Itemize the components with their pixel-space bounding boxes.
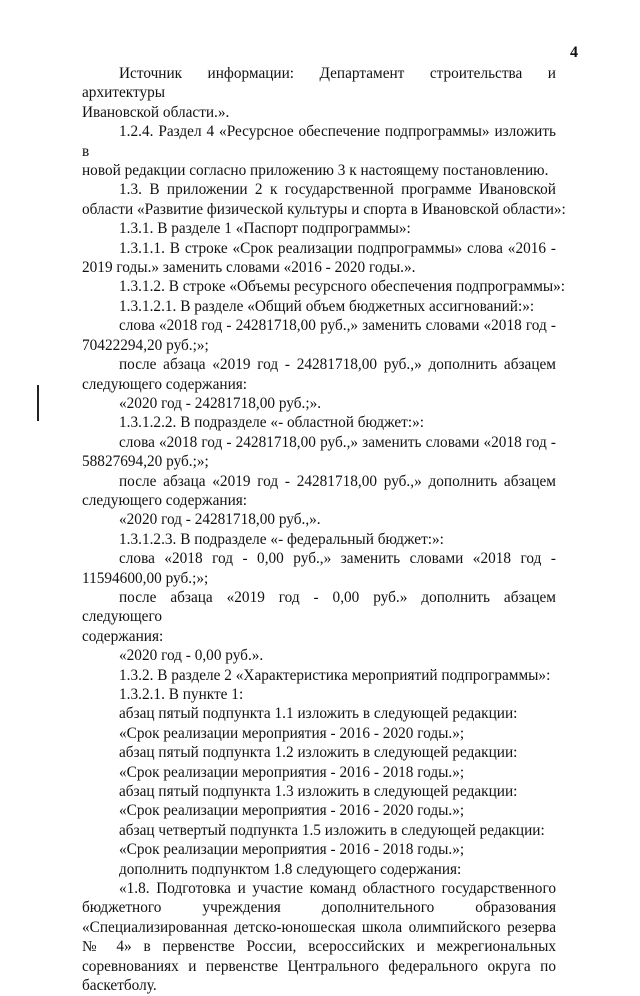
text-line: 1.3.1. В разделе 1 «Паспорт подпрограммы»: (119, 220, 411, 238)
text-line: слова «2018 год - 24281718,00 руб.,» заменить словами «2018 год - (119, 317, 556, 335)
page-number: 4 (570, 44, 578, 61)
text-line: Ивановской области.». (82, 103, 230, 121)
text-line: 1.3. В приложении 2 к государственной программе Ивановской (119, 181, 556, 199)
text-line: 11594600,00 руб.;»; (82, 569, 209, 587)
text-line: «2020 год - 24281718,00 руб.,». (119, 511, 321, 529)
text-line: следующего содержания: (82, 491, 248, 509)
text-line: «Срок реализации мероприятия - 2016 - 2018 годы.»; (119, 763, 465, 781)
text-line: баскетболу. (82, 977, 157, 995)
document-body (82, 64, 566, 996)
text-line: «1.8. Подготовка и участие команд областного государственного (119, 880, 556, 898)
text-line: 1.3.1.2.2. В подразделе «- областной бюджет:»: (119, 414, 424, 432)
text-line: после абзаца «2019 год - 24281718,00 руб.,» дополнить абзацем (119, 356, 556, 374)
text-line: после абзаца «2019 год - 0,00 руб.» дополнить абзацем следующего (82, 588, 556, 626)
text-line: дополнить подпунктом 1.8 следующего содержания: (119, 860, 462, 878)
text-line: соревнованиях и первенстве Центрального федерального округа по (82, 957, 556, 975)
text-line: «2020 год - 0,00 руб.». (119, 647, 264, 665)
text-line: 1.3.1.2.1. В разделе «Общий объем бюджетных ассигнований:»: (119, 297, 535, 315)
text-line: 1.3.1.2.3. В подразделе «- федеральный бюджет:»: (119, 530, 444, 548)
text-line: абзац пятый подпункта 1.3 изложить в следующей редакции: (119, 783, 518, 801)
text-line: «Срок реализации мероприятия - 2016 - 2018 годы.»; (119, 841, 465, 859)
text-line: бюджетного учреждения дополнительного образования (82, 899, 556, 917)
text-line: «Срок реализации мероприятия - 2016 - 2020 годы.»; (119, 724, 465, 742)
text-line: 58827694,20 руб.;»; (82, 453, 209, 471)
text-line: 2019 годы.» заменить словами «2016 - 2020 годы.». (82, 259, 416, 277)
text-line: новой редакции согласно приложению 3 к настоящему постановлению. (82, 162, 549, 180)
text-line: 1.3.2. В разделе 2 «Характеристика мероприятий подпрограммы»: (119, 666, 551, 684)
text-line: 1.3.1.1. В строке «Срок реализации подпрограммы» слова «2016 - (119, 239, 556, 257)
text-line: области «Развитие физической культуры и спорта в Ивановской области»: (82, 200, 566, 218)
text-line: абзац четвертый подпункта 1.5 изложить в следующей редакции: (119, 821, 545, 839)
text-line: «2020 год - 24281718,00 руб.;». (119, 394, 322, 412)
text-line: № 4» в первенстве России, всероссийских и межрегиональных (82, 938, 556, 956)
text-line: абзац пятый подпункта 1.1 изложить в следующей редакции: (119, 705, 518, 723)
text-line: «Срок реализации мероприятия - 2016 - 2020 годы.»; (119, 802, 465, 820)
text-line: слова «2018 год - 0,00 руб.,» заменить словами «2018 год - (119, 550, 556, 568)
text-line: 1.3.2.1. В пункте 1: (119, 686, 244, 703)
text-line: следующего содержания: (82, 375, 248, 393)
text-line: «Специализированная детско-юношеская школа олимпийского резерва (82, 918, 556, 936)
text-line: 70422294,20 руб.;»; (82, 336, 209, 354)
text-line: после абзаца «2019 год - 24281718,00 руб.,» дополнить абзацем (119, 472, 556, 490)
text-line: слова «2018 год - 24281718,00 руб.,» заменить словами «2018 год - (119, 433, 556, 451)
text-line: 1.3.1.2. В строке «Объемы ресурсного обеспечения подпрограммы»: (119, 278, 566, 296)
margin-mark (37, 385, 39, 421)
text-line: Источник информации: Департамент строительства и архитектуры (82, 65, 556, 102)
text-line: 1.2.4. Раздел 4 «Ресурсное обеспечение подпрограммы» изложить в (82, 123, 556, 160)
text-line: абзац пятый подпункта 1.2 изложить в следующей редакции: (119, 744, 518, 762)
text-line: содержания: (82, 627, 164, 645)
